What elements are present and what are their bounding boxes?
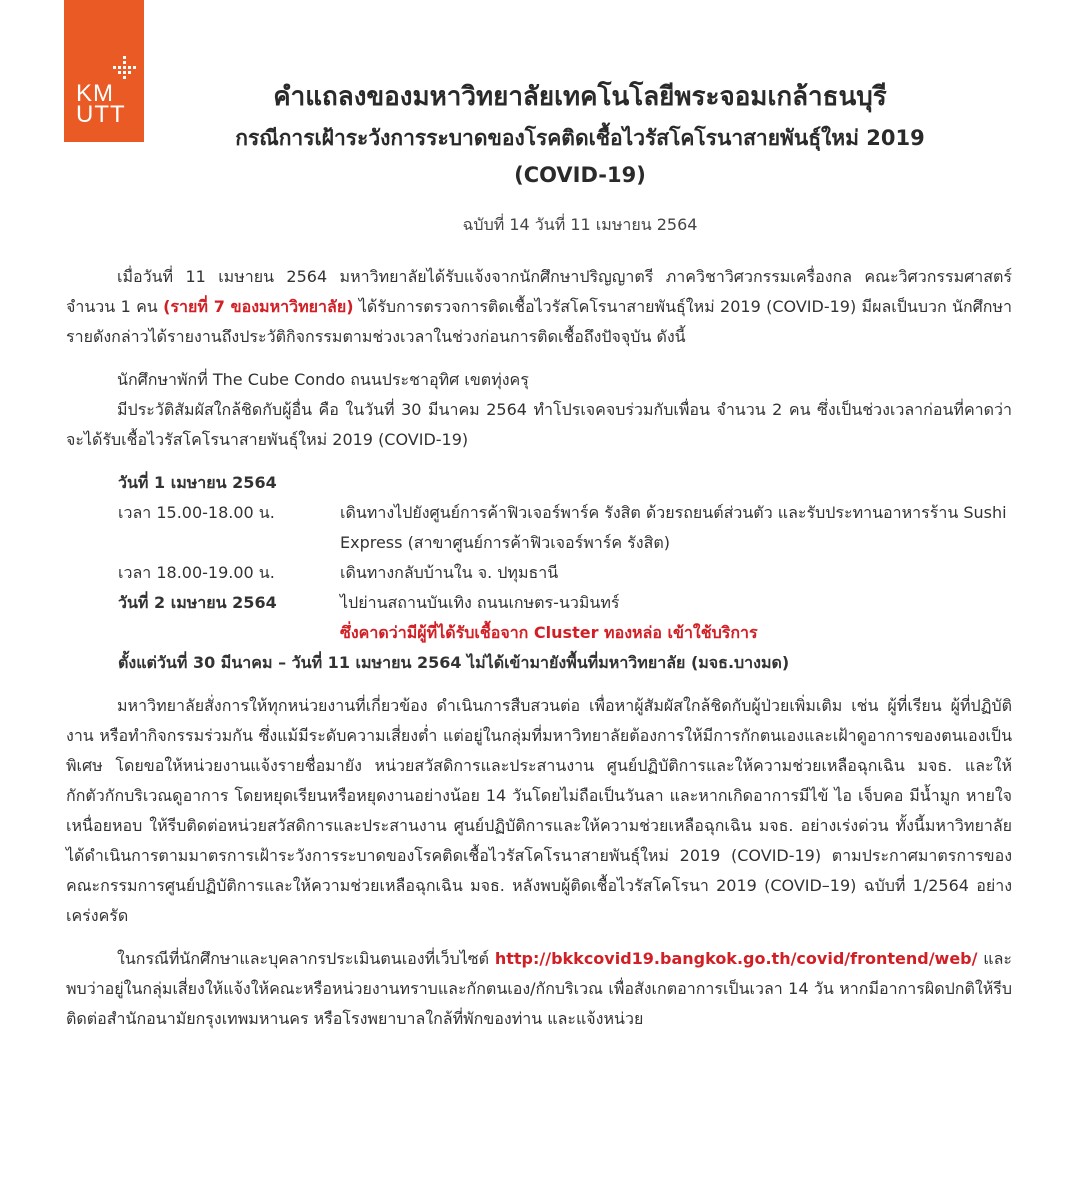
page-subtitle: กรณีการเฝ้าระวังการระบาดของโรคติดเชื้อไวรัสโคโรนาสายพันธุ์ใหม่ 2019 [235,126,925,150]
case-number-highlight: (รายที่ 7 ของมหาวิทยาลัย) [163,297,354,316]
issue-number-date: ฉบับที่ 14 วันที่ 11 เมษายน 2564 [462,215,698,234]
timeline-entry: เวลา 15.00-18.00 น. เดินทางไปยังศูนย์การค้าฟิวเจอร์พาร์ค รังสิต ด้วยรถยนต์ส่วนตัว และรับประทานอาหารร้าน Sushi Express (สาขาศูนย์การค้าฟิวเจอร์พาร์ค รังสิต) [118,503,1007,552]
page-subtitle-covid: (COVID-19) [514,163,646,187]
timeline-entry: เวลา 18.00-19.00 น. เดินทางกลับบ้านใน จ. ปทุมธานี [118,563,559,582]
timeline-summary: ตั้งแต่วันที่ 30 มีนาคม – วันที่ 11 เมษายน 2564 ไม่ได้เข้ามายังพื้นที่มหาวิทยาลัย (มจธ.บางมด) [118,653,790,672]
timeline-day-1: วันที่ 1 เมษายน 2564 [118,473,277,492]
logo-text-bottom: UTT [76,101,126,128]
kmutt-logo [64,0,144,142]
timeline-entry: วันที่ 2 เมษายน 2564 ไปย่านสถานบันเทิง ถนนเกษตร-นวมินทร์ [118,588,1012,618]
residence-line: นักศึกษาพักที่ The Cube Condo ถนนประชาอุทิศ เขตทุ่งครุ [117,370,529,389]
timeline-warning: ซึ่งคาดว่ามีผู้ที่ได้รับเชื้อจาก Cluster ทองหล่อ เข้าใช้บริการ [340,623,758,642]
statement-body [66,262,1012,1034]
measures-paragraph: มหาวิทยาลัยสั่งการให้ทุกหน่วยงานที่เกี่ยวข้อง ดำเนินการสืบสวนต่อ เพื่อหาผู้สัมผัสใกล้ชิดกับผู้ป่วยเพิ่มเติม เช่น ผู้ที่เรียน ผู้ที่ปฏิบัติงาน หรือทำกิจกรรมร่วมกัน ซึ่งแม้มีระดับความเสี่ยงต่ำ แต่อยู่ในกลุ่มที่มหาวิทยาลัยต้องการให้มีการกักตนเองและเฝ้าดูอาการของตนเองเป็นพิเศษ โดยขอให้หน่วยงานแจ้งรายชื่อมายัง หน่วยสวัสดิการและประสานงาน ศูนย์ปฏิบัติการและให้ความช่วยเหลือฉุกเฉิน มจธ. และให้กักตัวกักบริเวณดูอาการ โดยหยุดเรียนหรือหยุดงานอย่างน้อย 14 วันโดยไม่ถือเป็นวันลา และหากเกิดอาการมีไข้ ไอ เจ็บคอ มีน้ำมูก หายใจเหนื่อยหอบ ให้รีบติดต่อหน่วยสวัสดิการและประสานงาน ศูนย์ปฏิบัติการและให้ความช่วยเหลือฉุกเฉิน มจธ. อย่างเร่งด่วน ทั้งนี้มหาวิทยาลัยได้ดำเนินการตามมาตรการเฝ้าระวังการระบาดของโรคติดเชื้อไวรัสโคโรนาสายพันธุ์ใหม่ 2019 (COVID-19) ตามประกาศมาตรการของคณะกรรมการศูนย์ปฏิบัติการและให้ความช่วยเหลือฉุกเฉิน มจธ. หลังพบผู้ติดเชื้อไวรัสโคโรนา 2019 (COVID–19) ฉบับที่ 1/2564 อย่างเคร่งครัด [66,696,1013,925]
intro-paragraph: เมื่อวันที่ 11 เมษายน 2564 มหาวิทยาลัยได้รับแจ้งจากนักศึกษาปริญญาตรี ภาควิชาวิศวกรรมเครื่องกล คณะวิศวกรรมศาสตร์ จำนวน 1 คน (รายที่ 7 ของมหาวิทยาลัย) ได้รับการตรวจการติดเชื้อไวรัสโคโรนาสายพันธุ์ใหม่ 2019 (COVID-19) มีผลเป็นบวก นักศึกษารายดังกล่าวได้รายงานถึงประวัติกิจกรรมตามช่วงเวลาในช่วงก่อนการติดเชื้อถึงปัจจุบัน ดังนี้ [66,267,1012,346]
bkk-covid-link[interactable]: http://bkkcovid19.bangkok.go.th/covid/frontend/web/ [494,949,978,968]
logo-text-top: KM [76,80,114,107]
plus-grid-icon [112,56,138,82]
timeline-day-2: วันที่ 2 เมษายน 2564 [118,593,277,612]
timeline [118,468,1012,678]
contact-paragraph: มีประวัติสัมผัสใกล้ชิดกับผู้อื่น คือ ในวันที่ 30 มีนาคม 2564 ทำโปรเจคจบร่วมกับเพื่อน จำนวน 2 คน ซึ่งเป็นช่วงเวลาก่อนที่คาดว่าจะได้รับเชื้อไวรัสโคโรนาสายพันธุ์ใหม่ 2019 (COVID-19) [66,400,1012,449]
self-assessment-paragraph: ในกรณีที่นักศึกษาและบุคลากรประเมินตนเองที่เว็บไซต์ http://bkkcovid19.bangkok.go.th/covid/frontend/web/ และพบว่าอยู่ในกลุ่มเสี่ยงให้แจ้งให้คณะหรือหน่วยงานทราบและกักตนเอง/กักบริเวณ เพื่อสังเกตอาการเป็นเวลา 14 วัน หากมีอาการผิดปกติให้รีบติดต่อสำนักอนามัยกรุงเทพมหานคร หรือโรงพยาบาลใกล้ที่พักของท่าน และแจ้งหน่วย [66,949,1012,1028]
page-title: คำแถลงของมหาวิทยาลัยเทคโนโลยีพระจอมเกล้าธนบุรี [273,82,887,112]
